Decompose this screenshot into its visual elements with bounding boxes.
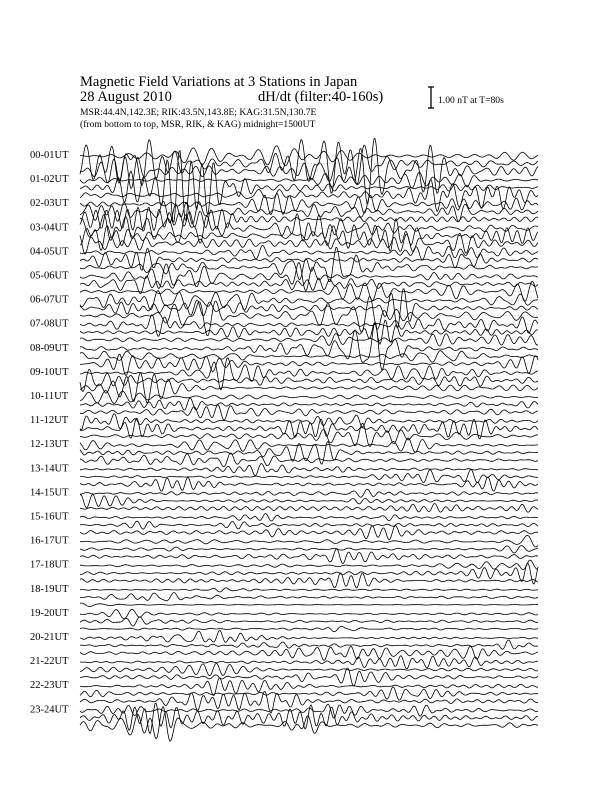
trace-kag — [80, 391, 538, 404]
trace-msr — [80, 573, 538, 588]
hour-label: 21-22UT — [30, 656, 69, 668]
chart-title: Magnetic Field Variations at 3 Stations in Japan — [80, 74, 358, 90]
trace-kag — [80, 322, 538, 370]
trace-rik — [80, 351, 538, 363]
hour-label: 17-18UT — [30, 559, 69, 571]
hour-label: 12-13UT — [30, 439, 69, 451]
trace-msr — [80, 334, 538, 347]
trace-kag — [80, 678, 538, 696]
hour-label: 03-04UT — [30, 222, 69, 234]
hour-label: 06-07UT — [30, 294, 69, 306]
trace-kag — [80, 631, 538, 643]
trace-msr — [80, 603, 538, 607]
hour-label: 18-19UT — [30, 583, 69, 595]
scale-bar-label: 1.00 nT at T=80s — [438, 95, 504, 106]
trace-kag — [80, 656, 538, 669]
hour-label: 23-24UT — [30, 704, 69, 716]
hour-label: 08-09UT — [30, 342, 69, 354]
hour-label: 01-02UT — [30, 174, 69, 186]
trace-rik — [80, 495, 538, 508]
hour-label: 19-20UT — [30, 607, 69, 619]
hour-label: 10-11UT — [30, 391, 69, 402]
trace-kag — [80, 464, 538, 476]
hour-label: 15-16UT — [30, 511, 69, 523]
trace-msr — [80, 646, 538, 660]
magnetometer-traces — [80, 138, 538, 741]
trace-msr — [80, 405, 538, 421]
hour-label: 20-21UT — [30, 632, 69, 643]
trace-kag — [80, 358, 538, 390]
trace-rik — [80, 140, 538, 194]
hour-label: 05-06UT — [30, 270, 69, 282]
trace-kag — [80, 535, 538, 547]
hour-label: 16-17UT — [30, 535, 69, 547]
stations-coordinates: MSR:44.4N,142.3E; RIK:43.5N,143.8E; KAG:31.5N,130.7E — [80, 107, 317, 118]
hour-label: 14-15UT — [30, 487, 69, 499]
hour-label: 22-23UT — [30, 680, 69, 692]
trace-kag — [80, 609, 538, 619]
trace-order-note: (from bottom to top, MSR, RIK, & KAG) midnight=1500UT — [80, 119, 316, 130]
hour-label: 02-03UT — [30, 198, 69, 210]
scale-bar — [428, 87, 434, 108]
trace-rik — [80, 469, 538, 482]
hour-label: 07-08UT — [30, 318, 69, 330]
trace-msr — [80, 477, 538, 491]
chart-quantity: dH/dt (filter:40-160s) — [258, 89, 384, 105]
hour-labels — [30, 150, 69, 715]
trace-kag — [80, 560, 538, 570]
trace-msr — [80, 504, 538, 513]
trace-rik — [80, 546, 538, 553]
trace-kag — [80, 414, 538, 431]
hour-label: 11-12UT — [30, 415, 69, 427]
trace-rik — [80, 663, 538, 675]
hour-label: 00-01UT — [30, 150, 69, 161]
trace-rik — [80, 640, 538, 649]
trace-kag — [80, 246, 538, 260]
hour-label: 04-05UT — [30, 246, 69, 258]
trace-rik — [80, 593, 538, 601]
trace-msr — [80, 549, 538, 564]
trace-kag — [80, 146, 538, 166]
hour-label: 13-14UT — [30, 463, 69, 475]
trace-kag — [80, 514, 538, 521]
hour-label: 09-10UT — [30, 366, 69, 378]
chart-date: 28 August 2010 — [80, 89, 172, 105]
